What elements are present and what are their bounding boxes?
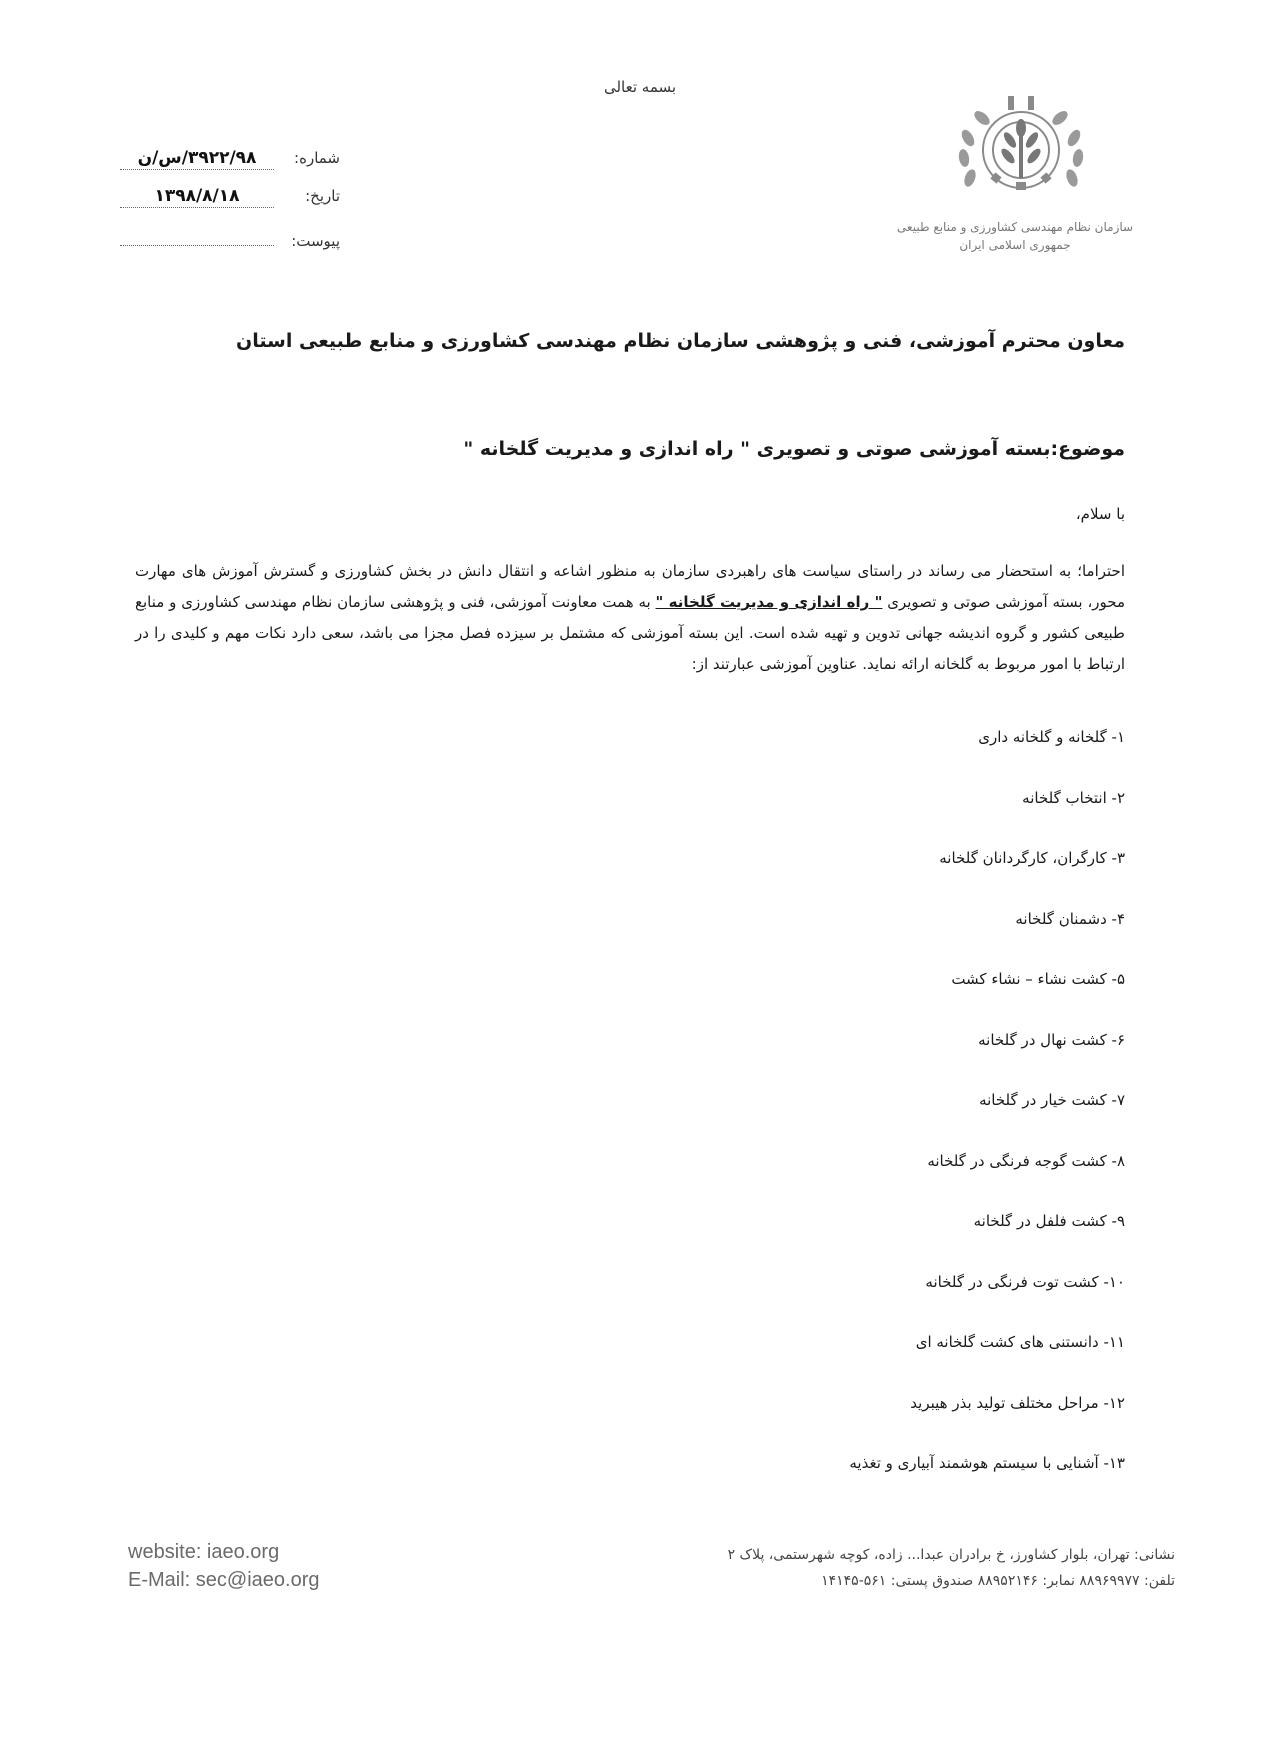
organization-name-line2: جمهوری اسلامی ایران [959, 238, 1071, 252]
attachment-row [120, 224, 340, 262]
organization-name-line1: سازمان نظام مهندسی کشاورزی و منابع طبیعی [896, 220, 1134, 234]
wheat-gear-emblem-icon [946, 78, 1096, 228]
footer-web-contact [128, 1538, 428, 1594]
list-item: ۶- کشت نهال در گلخانه [978, 1030, 1125, 1049]
list-item: ۴- دشمنان گلخانه [1015, 909, 1125, 928]
date-label: تاریخ: [305, 187, 340, 205]
website-text: website: iaeo.org [128, 1541, 280, 1563]
email-text: E-Mail: sec@iaeo.org [128, 1569, 320, 1591]
date-row [120, 186, 340, 224]
phone-fax-pobox: تلفن: ۸۸۹۶۹۹۷۷ نمابر: ۸۸۹۵۲۱۴۶ صندوق پستی: ۵۶۱-۱۴۱۴۵ [821, 1573, 1175, 1589]
letter-body [135, 556, 1125, 680]
attachment-label: پیوست: [291, 232, 340, 250]
list-item: ۱۳- آشنایی با سیستم هوشمند آبیاری و تغذیه [849, 1454, 1125, 1472]
footer-address-block [555, 1542, 1175, 1594]
body-text-part2: به همت معاونت آموزشی، فنی و پژوهشی سازمان نظام مهندسی کشاورزی و منابع طبیعی کشور و گروه اندیشه جهانی تدوین و تهیه شده است. این بسته آموزشی که مشتمل بر سیزده فصل مجزا می باشد، سعی دارد نکات مهم و کلیدی را در ارتباط با امور مربوط به گلخانه ارائه نماید. عناوین آموزشی عبارتند از: [135, 593, 1125, 673]
list-item: ۱۰- کشت توت فرنگی در گلخانه [925, 1272, 1125, 1291]
date-value: ۱۳۹۸/۸/۱۸ [120, 186, 274, 208]
attachment-value [120, 224, 274, 246]
body-text-part1: احتراما؛ به استحضار می رساند در راستای سیاست های راهبردی سازمان به منظور اشاعه و انتقال دانش در بخش کشاورزی و گسترش آموزش های مهارت محور، بسته آموزشی صوتی و تصویری [135, 562, 1125, 611]
postal-address: نشانی: تهران، بلوار کشاورز، خ برادران عبدا... زاده، کوچه شهرستمی، پلاک ۲ [727, 1547, 1175, 1563]
recipient-line: معاون محترم آموزشی، فنی و پژوهشی سازمان نظام مهندسی کشاورزی و منابع طبیعی استان [236, 330, 1125, 352]
letter-meta [120, 148, 340, 262]
list-item: ۷- کشت خیار در گلخانه [979, 1091, 1125, 1109]
greeting: با سلام، [1075, 505, 1125, 523]
list-item: ۱۲- مراحل مختلف تولید بذر هیبرید [910, 1393, 1125, 1412]
list-item: ۱۱- دانستنی های کشت گلخانه ای [915, 1333, 1125, 1351]
list-item: ۲- انتخاب گلخانه [1022, 788, 1125, 807]
number-label: شماره: [294, 149, 340, 167]
package-title-highlight: " راه اندازی و مدیریت گلخانه " [655, 593, 883, 611]
list-item: ۸- کشت گوجه فرنگی در گلخانه [927, 1151, 1125, 1170]
list-item: ۳- کارگران، کارگردانان گلخانه [939, 849, 1125, 867]
course-title-list [425, 726, 1125, 1513]
number-row [120, 148, 340, 186]
list-item: ۹- کشت فلفل در گلخانه [973, 1212, 1125, 1230]
number-value: ۳۹۲۲/۹۸/س/ن [120, 148, 274, 170]
basmala: بسمه تعالی [603, 78, 677, 96]
subject-line: موضوع:بسته آموزشی صوتی و تصویری " راه اندازی و مدیریت گلخانه " [463, 438, 1125, 460]
list-item: ۵- کشت نشاء – نشاء کشت [951, 970, 1125, 988]
organization-name [850, 218, 1180, 254]
list-item: ۱- گلخانه و گلخانه داری [978, 728, 1125, 746]
